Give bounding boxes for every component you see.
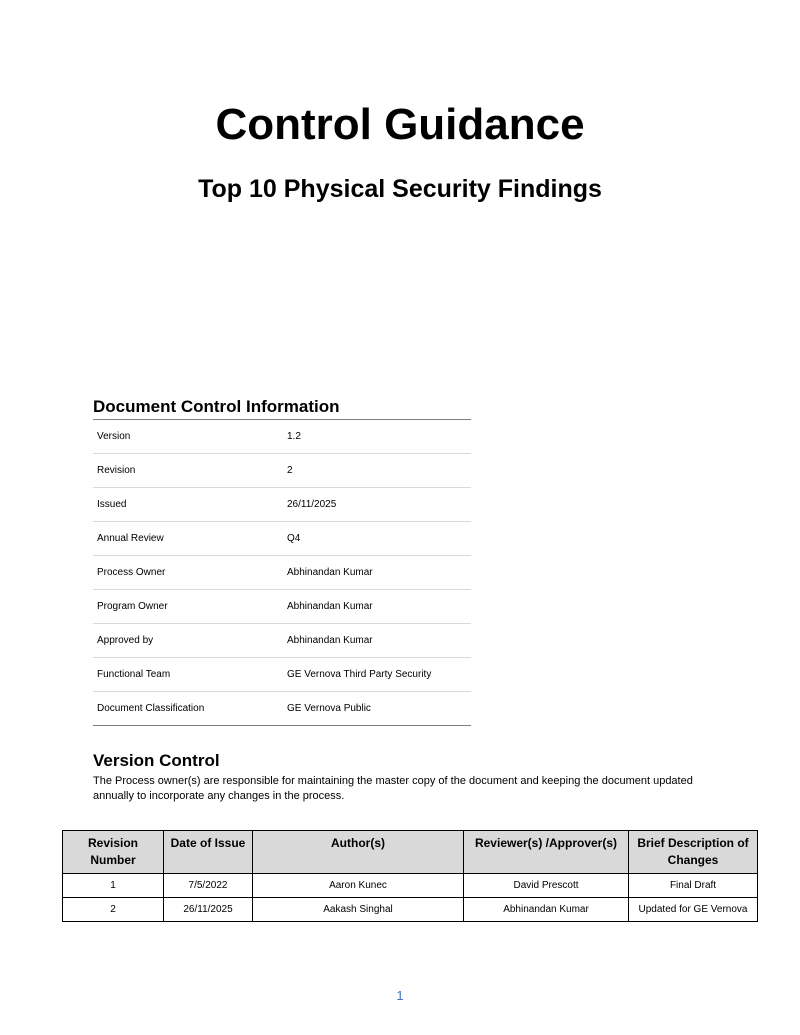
row-label: Approved by: [93, 624, 283, 658]
row-value: Abhinandan Kumar: [283, 624, 471, 658]
column-header-description: Brief Description of Changes: [629, 831, 758, 874]
row-label: Process Owner: [93, 556, 283, 590]
row-value: 2: [283, 454, 471, 488]
description-cell: Final Draft: [629, 874, 758, 898]
date-cell: 7/5/2022: [164, 874, 253, 898]
revision-number-cell: 1: [63, 874, 164, 898]
row-label: Document Classification: [93, 692, 283, 726]
row-value: GE Vernova Public: [283, 692, 471, 726]
table-row: [93, 692, 471, 726]
author-cell: Aaron Kunec: [253, 874, 464, 898]
reviewer-cell: David Prescott: [464, 874, 629, 898]
revision-history-table: [62, 830, 758, 922]
document-subtitle: Top 10 Physical Security Findings: [198, 175, 602, 203]
column-header-reviewers-approvers: Reviewer(s) /Approver(s): [464, 831, 629, 874]
row-label: Program Owner: [93, 590, 283, 624]
version-control-description: The Process owner(s) are responsible for maintaining the master copy of the document and keeping the document updated annually to incorporate any changes in the process.: [93, 775, 693, 802]
table-row: [63, 874, 758, 898]
date-cell: 26/11/2025: [164, 898, 253, 922]
page-number: 1: [396, 988, 404, 1003]
table-row: [93, 488, 471, 522]
table-row: [93, 590, 471, 624]
row-value: Q4: [283, 522, 471, 556]
row-label: Version: [93, 420, 283, 454]
table-row: [63, 898, 758, 922]
row-label: Issued: [93, 488, 283, 522]
row-value: Abhinandan Kumar: [283, 590, 471, 624]
revision-number-cell: 2: [63, 898, 164, 922]
table-row: [93, 658, 471, 692]
table-row: [93, 454, 471, 488]
author-cell: Aakash Singhal: [253, 898, 464, 922]
row-label: Functional Team: [93, 658, 283, 692]
column-header-revision-number: Revision Number: [63, 831, 164, 874]
table-row: [93, 420, 471, 454]
row-label: Annual Review: [93, 522, 283, 556]
row-value: GE Vernova Third Party Security: [283, 658, 471, 692]
table-row: [93, 624, 471, 658]
column-header-date-of-issue: Date of Issue: [164, 831, 253, 874]
document-title: Control Guidance: [215, 100, 585, 149]
table-row: [93, 522, 471, 556]
column-header-authors: Author(s): [253, 831, 464, 874]
table-header-row: [63, 831, 758, 874]
row-value: 26/11/2025: [283, 488, 471, 522]
row-value: Abhinandan Kumar: [283, 556, 471, 590]
row-label: Revision: [93, 454, 283, 488]
reviewer-cell: Abhinandan Kumar: [464, 898, 629, 922]
version-control-heading: Version Control: [93, 751, 220, 770]
document-control-table: [93, 419, 471, 726]
description-cell: Updated for GE Vernova: [629, 898, 758, 922]
table-row: [93, 556, 471, 590]
document-control-heading: Document Control Information: [93, 397, 340, 416]
row-value: 1.2: [283, 420, 471, 454]
